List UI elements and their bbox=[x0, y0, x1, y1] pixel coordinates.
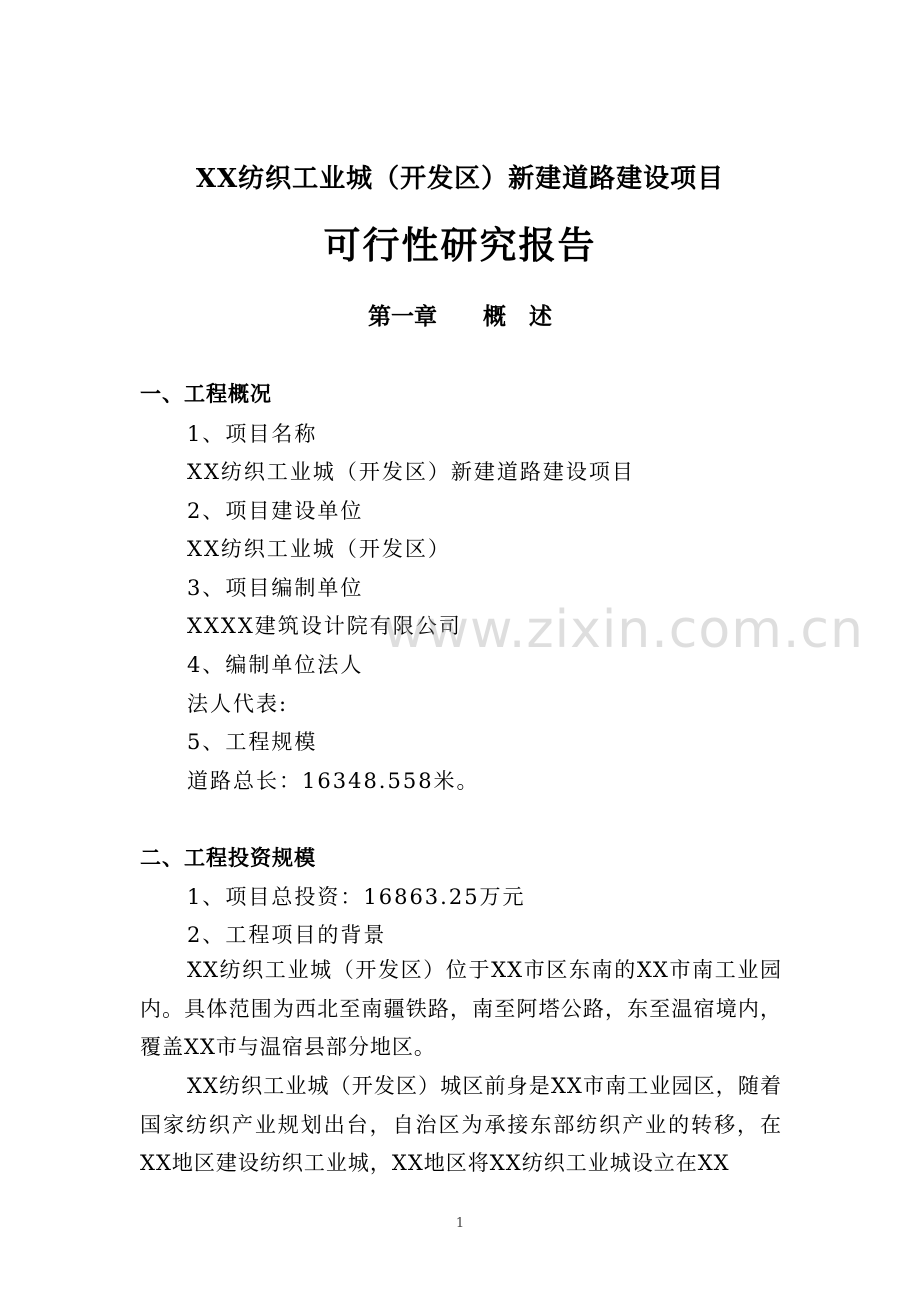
list-item: 5、工程规模 bbox=[187, 730, 318, 754]
document-subtitle: 可行性研究报告 bbox=[323, 223, 597, 267]
chapter-heading: 第一章 概 述 bbox=[368, 303, 552, 330]
list-item: 法人代表: bbox=[187, 692, 289, 716]
list-item: 3、项目编制单位 bbox=[187, 576, 364, 600]
list-item: 2、项目建设单位 bbox=[187, 499, 364, 523]
list-item: 4、编制单位法人 bbox=[187, 653, 364, 677]
body-paragraph: XX纺织工业城（开发区）位于XX市区东南的XX市南工业园内。具体范围为西北至南疆铁路，南至阿塔公路，东至温宿境内，覆盖XX市与温宿县部分地区。 bbox=[140, 958, 782, 1059]
list-item: 1、项目总投资：16863.25万元 bbox=[187, 885, 526, 909]
list-item: 2、工程项目的背景 bbox=[187, 923, 387, 947]
section-heading-investment: 二、工程投资规模 bbox=[140, 845, 316, 870]
list-item: XX纺织工业城（开发区） bbox=[187, 537, 451, 561]
section-heading-overview: 一、工程概况 bbox=[140, 381, 272, 406]
list-item: XX纺织工业城（开发区）新建道路建设项目 bbox=[187, 460, 635, 484]
list-item: XXXX建筑设计院有限公司 bbox=[187, 614, 462, 638]
body-paragraph: XX纺织工业城（开发区）城区前身是XX市南工业园区，随着国家纺织产业规划出台，自治区为承接东部纺织产业的转移，在XX地区建设纺织工业城，XX地区将XX纺织工业城设立在XX bbox=[140, 1074, 782, 1175]
list-item: 道路总长：16348.558米。 bbox=[187, 769, 480, 793]
document-title: XX纺织工业城（开发区）新建道路建设项目 bbox=[195, 164, 725, 194]
watermark: www.zixin.com.cn bbox=[383, 600, 864, 660]
page-number: 1 bbox=[455, 1216, 465, 1231]
list-item: 1、项目名称 bbox=[187, 422, 318, 446]
